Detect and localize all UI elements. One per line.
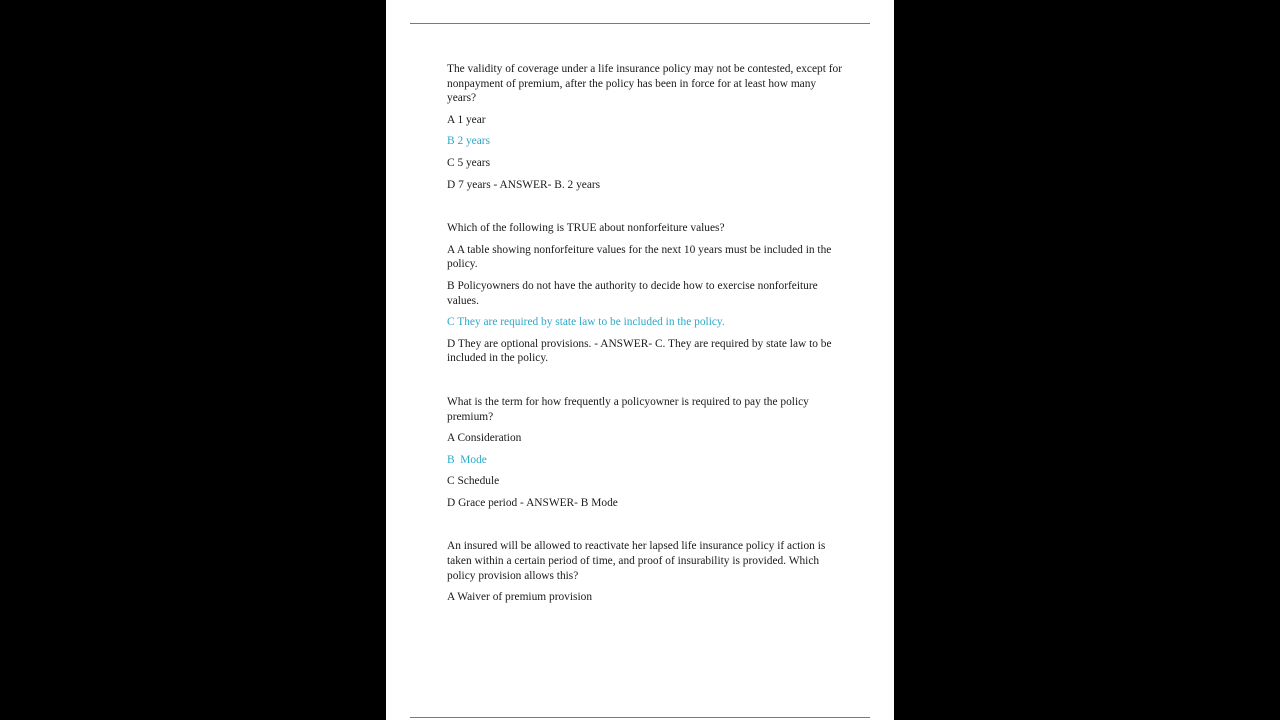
question-block-3 [447, 395, 847, 511]
answer-option-d: D 7 years - ANSWER- B. 2 years [447, 178, 601, 191]
answer-option-c: C Schedule [447, 475, 500, 488]
answer-option-b-correct: B 2 years [447, 135, 491, 148]
question-text: An insured will be allowed to reactivate her lapsed life insurance policy if action is taken within a certain period of time, and proof of insurability is provided. Which policy provision allows this? [447, 540, 826, 582]
page-content [447, 62, 847, 634]
question-block-2 [447, 221, 847, 366]
page-bottom-rule [410, 717, 870, 718]
question-text: What is the term for how frequently a policyowner is required to pay the policy premium? [447, 395, 809, 423]
answer-option-a: A 1 year [447, 113, 486, 126]
answer-option-c: C 5 years [447, 156, 491, 169]
answer-option-a: A Waiver of premium provision [447, 591, 593, 604]
answer-option-d: D Grace period - ANSWER- B Mode [447, 496, 618, 509]
answer-option-b-correct: B Mode [447, 453, 487, 466]
answer-option-b: B Policyowners do not have the authority to decide how to exercise nonforfeiture values. [447, 279, 818, 307]
question-block-1 [447, 62, 847, 192]
answer-option-d: D They are optional provisions. - ANSWER- C. They are required by state law to be included in the policy. [447, 337, 832, 365]
question-text: Which of the following is TRUE about nonforfeiture values? [447, 222, 725, 235]
question-text: The validity of coverage under a life insurance policy may not be contested, except for nonpayment of premium, after the policy has been in force for at least how many years? [447, 63, 843, 105]
answer-option-a: A Consideration [447, 432, 522, 445]
answer-option-a: A A table showing nonforfeiture values for the next 10 years must be included in the policy. [447, 243, 832, 271]
question-block-4 [447, 539, 847, 604]
page-top-rule [410, 23, 870, 24]
document-page [386, 0, 894, 720]
answer-option-c-correct: C They are required by state law to be included in the policy. [447, 316, 725, 329]
